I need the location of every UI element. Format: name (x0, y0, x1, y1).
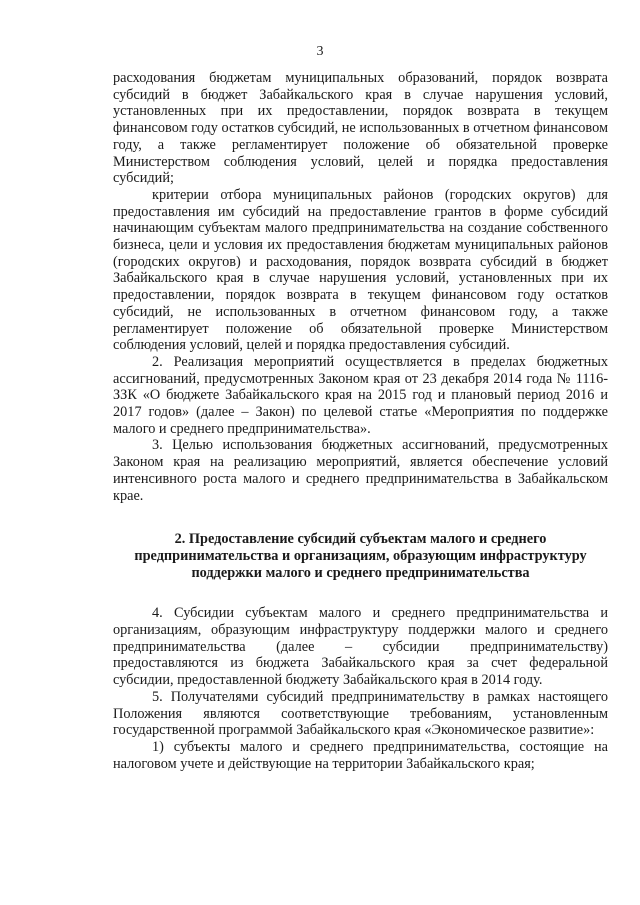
paragraph-item-4: 4. Субсидии субъектам малого и среднего предпринимательства и организациям, образующим инфраструктуру поддержки малого и среднего предпринимательства (далее – субсидии предпринимательству) предоставляются из бюджета Забайкальского края за счет федеральной субсидии, предоставленной бюджету Забайкальского края в 2014 году. (113, 605, 608, 689)
paragraph-criteria-grants: критерии отбора муниципальных районов (городских округов) для предоставления им субсидий на предоставление грантов в форме субсидий начинающим субъектам малого предпринимательства на создание собственного бизнеса, цели и условия их предоставления бюджетам муниципальных районов (городских округов) и расходования, порядок возврата субсидий в бюджет Забайкальского края в случае нарушения условий, установленных при их предоставлении, порядок возврата в текущем финансовом году остатков субсидий, не использованных в отчетном финансовом году, а также регламентирует положение об обязательной проверке Министерством соблюдения условий, целей и порядка предоставления субсидий. (113, 186, 608, 354)
paragraph-criteria-continuation: расходования бюджетам муниципальных образований, порядок возврата субсидий в бюджет Забайкальского края в случае нарушения условий, установленных при их предоставлении, порядок возврата в текущем финансовом году остатков субсидий, не использованных в отчетном финансовом году, а также регламентирует положение об обязательной проверке Министерством соблюдения условий, целей и порядка предоставления субсидий; (113, 70, 608, 187)
section-2-heading: 2. Предоставление субсидий субъектам малого и среднего предпринимательства и организациям, образующим инфраструктуру поддержки малого и среднего предпринимательства (134, 531, 587, 582)
section-2-body (113, 605, 608, 772)
paragraph-item-2: 2. Реализация мероприятий осуществляется в пределах бюджетных ассигнований, предусмотренных Законом края от 23 декабря 2014 года № 1116-ЗЗК «О бюджете Забайкальского края на 2015 год и плановый период 2016 и 2017 годов» (далее – Закон) по целевой статье «Мероприятия по поддержке малого и среднего предпринимательства». (113, 353, 608, 437)
paragraph-item-5: 5. Получателями субсидий предпринимательству в рамках настоящего Положения являются соответствующие требованиям, установленным государственной программой Забайкальского края «Экономическое развитие»: (113, 688, 608, 739)
page-number: 3 (316, 44, 324, 59)
section-1-continuation (113, 70, 608, 504)
paragraph-item-5-1: 1) субъекты малого и среднего предпринимательства, состоящие на налоговом учете и действующие на территории Забайкальского края; (113, 738, 608, 772)
paragraph-item-3: 3. Целью использования бюджетных ассигнований, предусмотренных Законом края на реализацию мероприятий, является обеспечение условий интенсивного роста малого и среднего предпринимательства в Забайкальском крае. (113, 437, 608, 504)
document-body (113, 70, 608, 772)
